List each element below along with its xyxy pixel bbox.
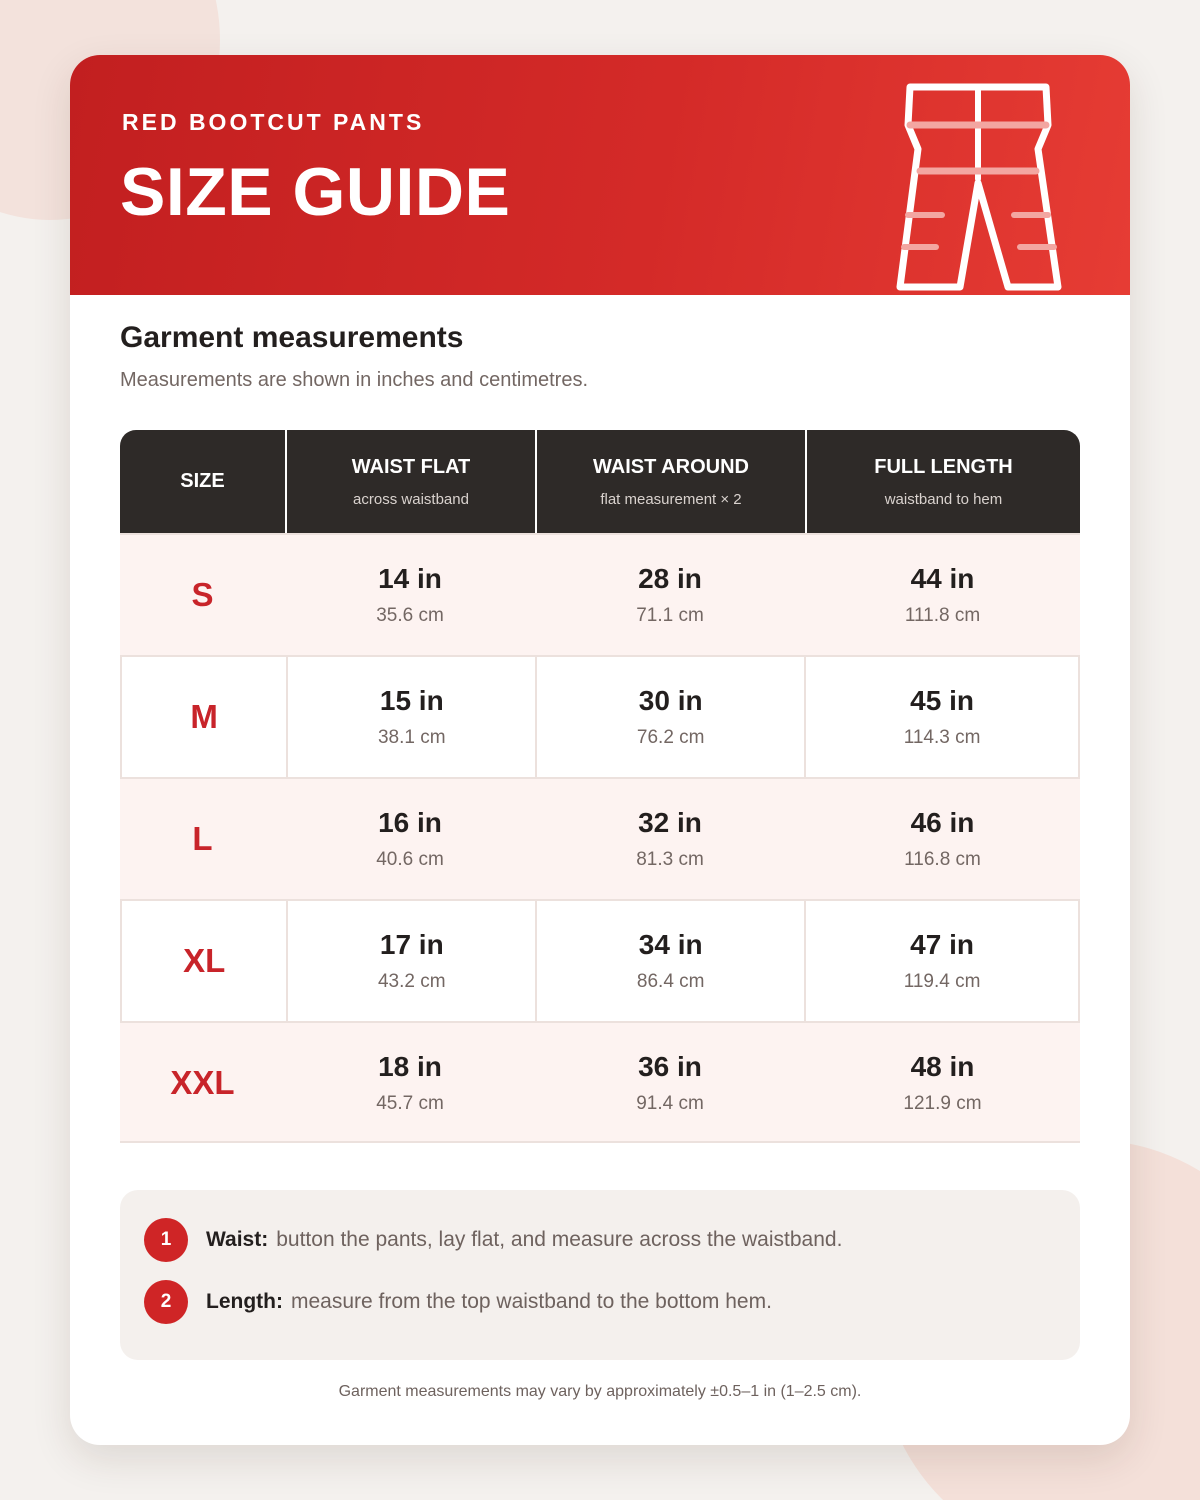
size-label: L [192,820,213,857]
note-text: measure from the top waistband to the bottom hem. [290,1290,772,1313]
waist-around-cell [535,901,804,1021]
size-cell [120,779,285,899]
table-row [120,533,1080,655]
value-cm: 71.1 cm [636,605,704,626]
length-cell [804,901,1078,1021]
size-label: M [190,698,218,735]
length-cell [805,1023,1080,1143]
header-banner [70,55,1130,295]
table-row [120,655,1080,777]
value-cm: 43.2 cm [377,971,446,992]
length-cell [805,779,1080,899]
waist-flat-cell [286,901,535,1021]
step-number-badge: 1 [144,1218,188,1262]
table-row [120,1021,1080,1143]
header-sublabel: waistband to hem [884,490,1003,508]
length-cell [804,657,1078,777]
header-label: FULL LENGTH [874,455,1013,478]
size-cell [120,535,285,655]
header-label: WAIST AROUND [593,455,749,478]
value-cm: 35.6 cm [376,605,444,626]
size-label: XL [183,942,226,979]
value-inches: 48 in [910,1051,975,1082]
value-cm: 114.3 cm [903,727,981,748]
note-item [144,1218,842,1262]
value-inches: 32 in [638,807,702,838]
waist-around-cell [535,779,805,899]
size-table [120,430,1080,1143]
step-number-badge: 2 [144,1280,188,1324]
value-inches: 34 in [638,929,703,960]
waist-flat-cell [285,1023,535,1143]
value-cm: 116.8 cm [904,849,981,870]
product-name: RED BOOTCUT PANTS [122,109,425,135]
note-text: button the pants, lay flat, and measure across the waistband. [276,1228,843,1251]
value-cm: 121.9 cm [903,1093,982,1114]
value-inches: 14 in [378,563,442,594]
waist-around-cell [535,1023,805,1143]
value-cm: 91.4 cm [636,1093,704,1114]
header-sublabel: flat measurement × 2 [600,490,742,508]
section-title: Garment measurements [120,321,464,354]
length-cell [805,535,1080,655]
header-sublabel: across waistband [353,490,469,508]
header-cell-waist-flat [285,430,535,533]
header-cell-full-length [805,430,1080,533]
size-cell [122,901,286,1021]
note-label: Length: [206,1290,283,1313]
value-cm: 45.7 cm [376,1093,444,1114]
value-cm: 81.3 cm [636,849,704,870]
value-cm: 86.4 cm [636,971,705,992]
value-cm: 40.6 cm [376,849,444,870]
measurement-notes [120,1190,1080,1360]
size-cell [120,1023,285,1143]
waist-around-cell [535,535,805,655]
waist-around-cell [535,657,804,777]
value-inches: 47 in [910,929,974,960]
waist-flat-cell [285,779,535,899]
value-cm: 76.2 cm [636,727,705,748]
value-inches: 17 in [379,929,444,960]
value-inches: 16 in [378,807,442,838]
header-cell-size [120,430,285,533]
note-label: Waist: [206,1228,269,1251]
waist-flat-cell [285,535,535,655]
table-row [120,899,1080,1021]
value-cm: 119.4 cm [903,971,981,992]
size-label: S [191,576,214,613]
size-guide-card [70,55,1130,1445]
size-cell [122,657,286,777]
value-inches: 30 in [638,685,703,716]
value-inches: 46 in [910,807,975,838]
header-label: WAIST FLAT [351,455,471,478]
table-header-row [120,430,1080,533]
header-label: SIZE [180,470,225,492]
section-subtitle: Measurements are shown in inches and centimetres. [120,369,589,391]
waist-flat-cell [286,657,535,777]
value-inches: 44 in [910,563,975,594]
pants-icon [896,81,1064,295]
value-inches: 18 in [378,1051,442,1082]
page-title: SIZE GUIDE [120,154,511,230]
note-item [144,1280,772,1324]
table-row [120,777,1080,899]
value-inches: 45 in [910,685,974,716]
value-inches: 28 in [638,563,702,594]
value-cm: 38.1 cm [377,727,446,748]
value-inches: 15 in [379,685,444,716]
size-label: XXL [170,1064,235,1101]
value-cm: 111.8 cm [904,605,981,626]
header-cell-waist-around [535,430,805,533]
footer-disclaimer: Garment measurements may vary by approximately ±0.5–1 in (1–2.5 cm). [338,1383,862,1400]
value-inches: 36 in [638,1051,702,1082]
